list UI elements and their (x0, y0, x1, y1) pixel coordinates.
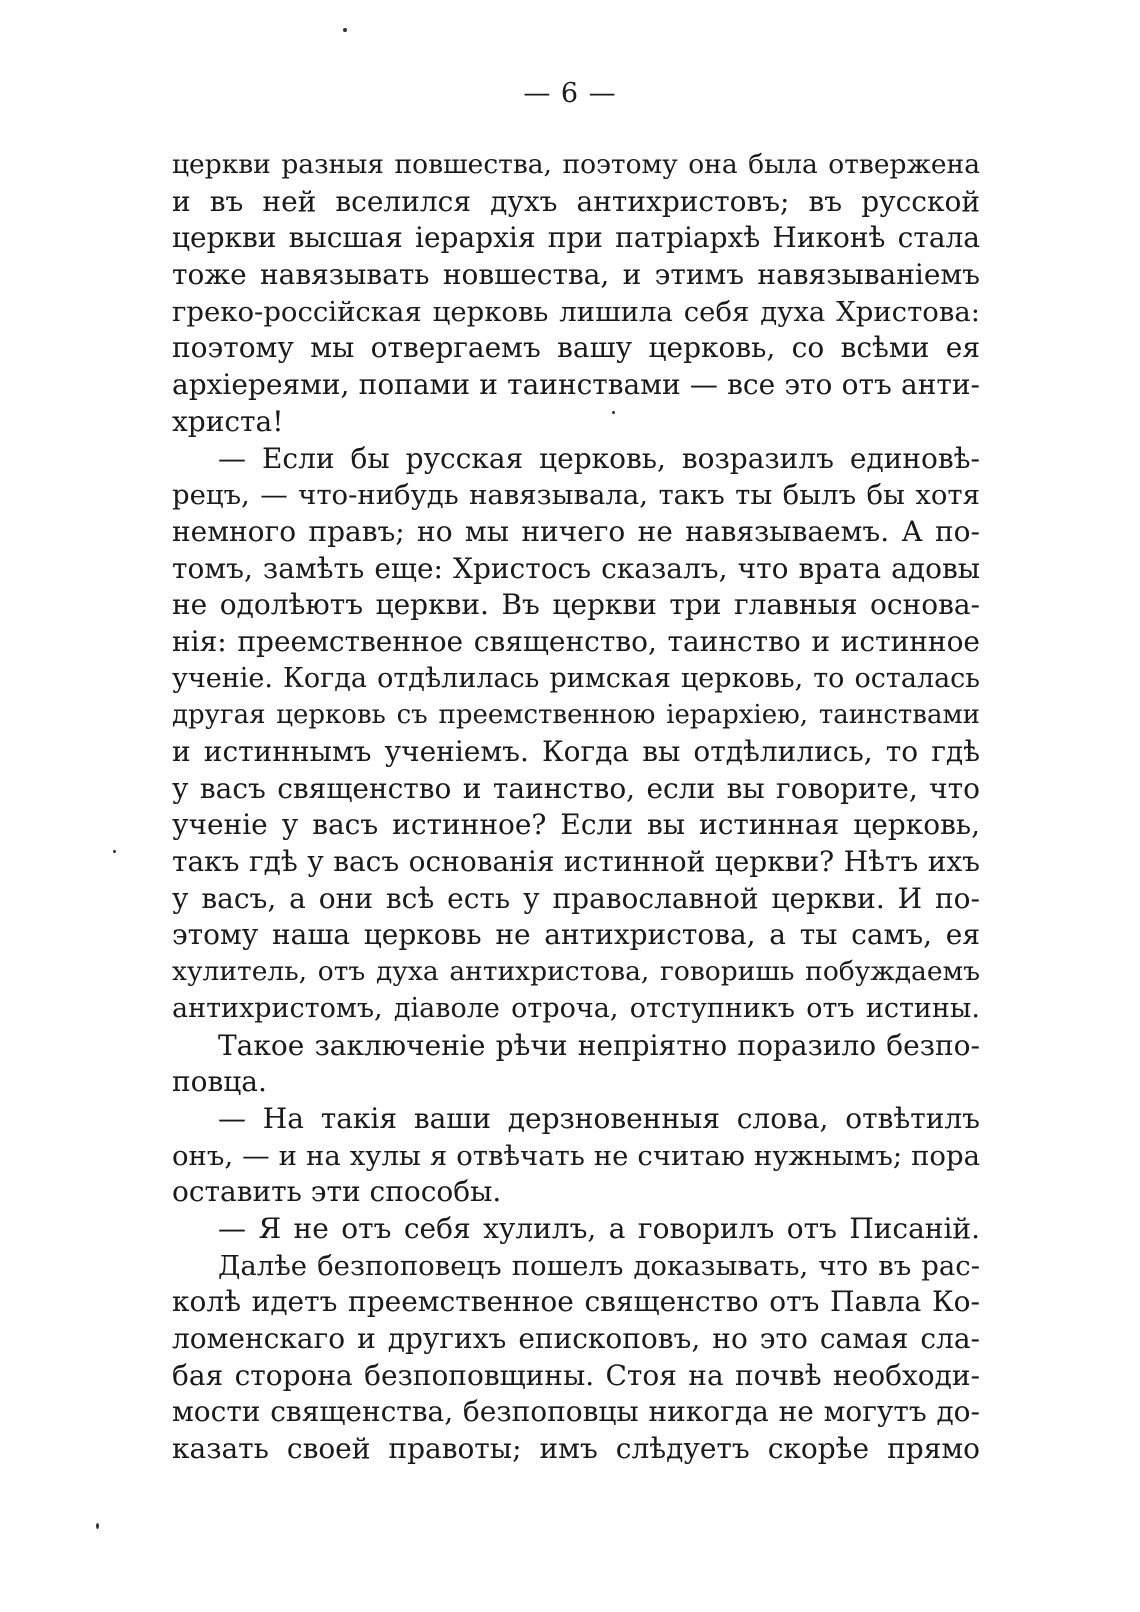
text-line: нія: преемственное священство, таинство и истинное (172, 624, 980, 658)
text-line: Далѣе безпоповецъ пошелъ доказывать, что въ рас- (218, 1249, 980, 1282)
text-line: такъ гдѣ у васъ основанія истинной церкви? Нѣтъ ихъ (172, 845, 980, 879)
text-line: оставить эти способы. (172, 1175, 502, 1209)
text-line: у васъ священство и таинство, если вы говорите, что (172, 771, 980, 805)
text-line: онъ, — и на хулы я отвѣчать не считаю нужнымъ; пора (172, 1139, 980, 1172)
text-line: рецъ, — что-нибудь навязывала, такъ ты былъ бы хотя (172, 479, 980, 512)
scan-speck (113, 850, 116, 853)
text-line: ученіе. Когда отдѣлилась римская церковь, то осталась (172, 662, 980, 694)
text-line: бая сторона безпоповщины. Стоя на почвѣ необходи- (172, 1358, 980, 1392)
text-line: томъ, замѣть еще: Христосъ сказалъ, что врата адовы (172, 551, 980, 585)
text-line: ученіе у васъ истинное? Если вы истинная церковь, (172, 808, 980, 842)
text-line: хулитель, отъ духа антихристова, говоришь побуждаемъ (172, 956, 980, 988)
text-line: повца. (172, 1065, 267, 1099)
text-line: казать своей правоты; имъ слѣдуетъ скорѣе прямо (172, 1432, 980, 1466)
text-line: колѣ идетъ преемственное священство отъ Павла Ко- (172, 1285, 980, 1319)
text-line: поэтому мы отвергаемъ вашу церковь, со всѣми ея (172, 331, 980, 365)
text-line: другая церковь съ преемственною іерархіею, таинствами (172, 700, 980, 731)
page-number: — 6 — (523, 78, 617, 109)
text-line: Такое заключеніе рѣчи непріятно поразило безпо- (218, 1028, 980, 1062)
text-line: церкви высшая іерархія при патріархѣ Никонѣ стала (172, 221, 980, 255)
body-text (172, 147, 980, 1468)
text-line: — На такія ваши дерзновенныя слова, отвѣтилъ (218, 1101, 980, 1135)
text-line: тоже навязывать новшества, и этимъ навязываніемъ (172, 258, 980, 292)
text-line: у васъ, а они всѣ есть у православной церкви. И по- (172, 881, 980, 915)
text-line: антихристомъ, діаволе отроча, отступникъ отъ истины. (172, 992, 980, 1024)
text-line: греко-россійская церковь лишила себя духа Христова: (172, 295, 980, 328)
text-line: не одолѣютъ церкви. Въ церкви три главныя основа- (172, 588, 980, 622)
text-line: и истиннымъ ученіемъ. Когда вы отдѣлились, то гдѣ (172, 735, 980, 768)
scan-speck (96, 1523, 99, 1529)
text-line: христа! (172, 404, 284, 438)
text-line: церкви разныя повшества, поэтому она была отвержена (172, 149, 980, 180)
text-line: ломенскаго и другихъ епископовъ, но это самая сла- (172, 1322, 980, 1355)
text-line: — Я не отъ себя хулилъ, а говорилъ отъ Писаній. (218, 1211, 980, 1245)
text-line: и въ ней вселился духъ антихристовъ; въ русской (172, 184, 980, 218)
scan-speck (343, 28, 347, 32)
text-line: архіереями, попами и таинствами — все это отъ анти- (172, 368, 980, 402)
text-line: немного правъ; но мы ничего не навязываемъ. А по- (172, 514, 980, 548)
text-line: — Если бы русская церковь, возразилъ единовѣ- (218, 441, 980, 475)
text-line: этому наша церковь не антихристова, а ты самъ, ея (172, 918, 980, 952)
scan-speck (612, 411, 615, 414)
text-line: мости священства, безпоповцы никогда не могутъ до- (172, 1395, 980, 1429)
